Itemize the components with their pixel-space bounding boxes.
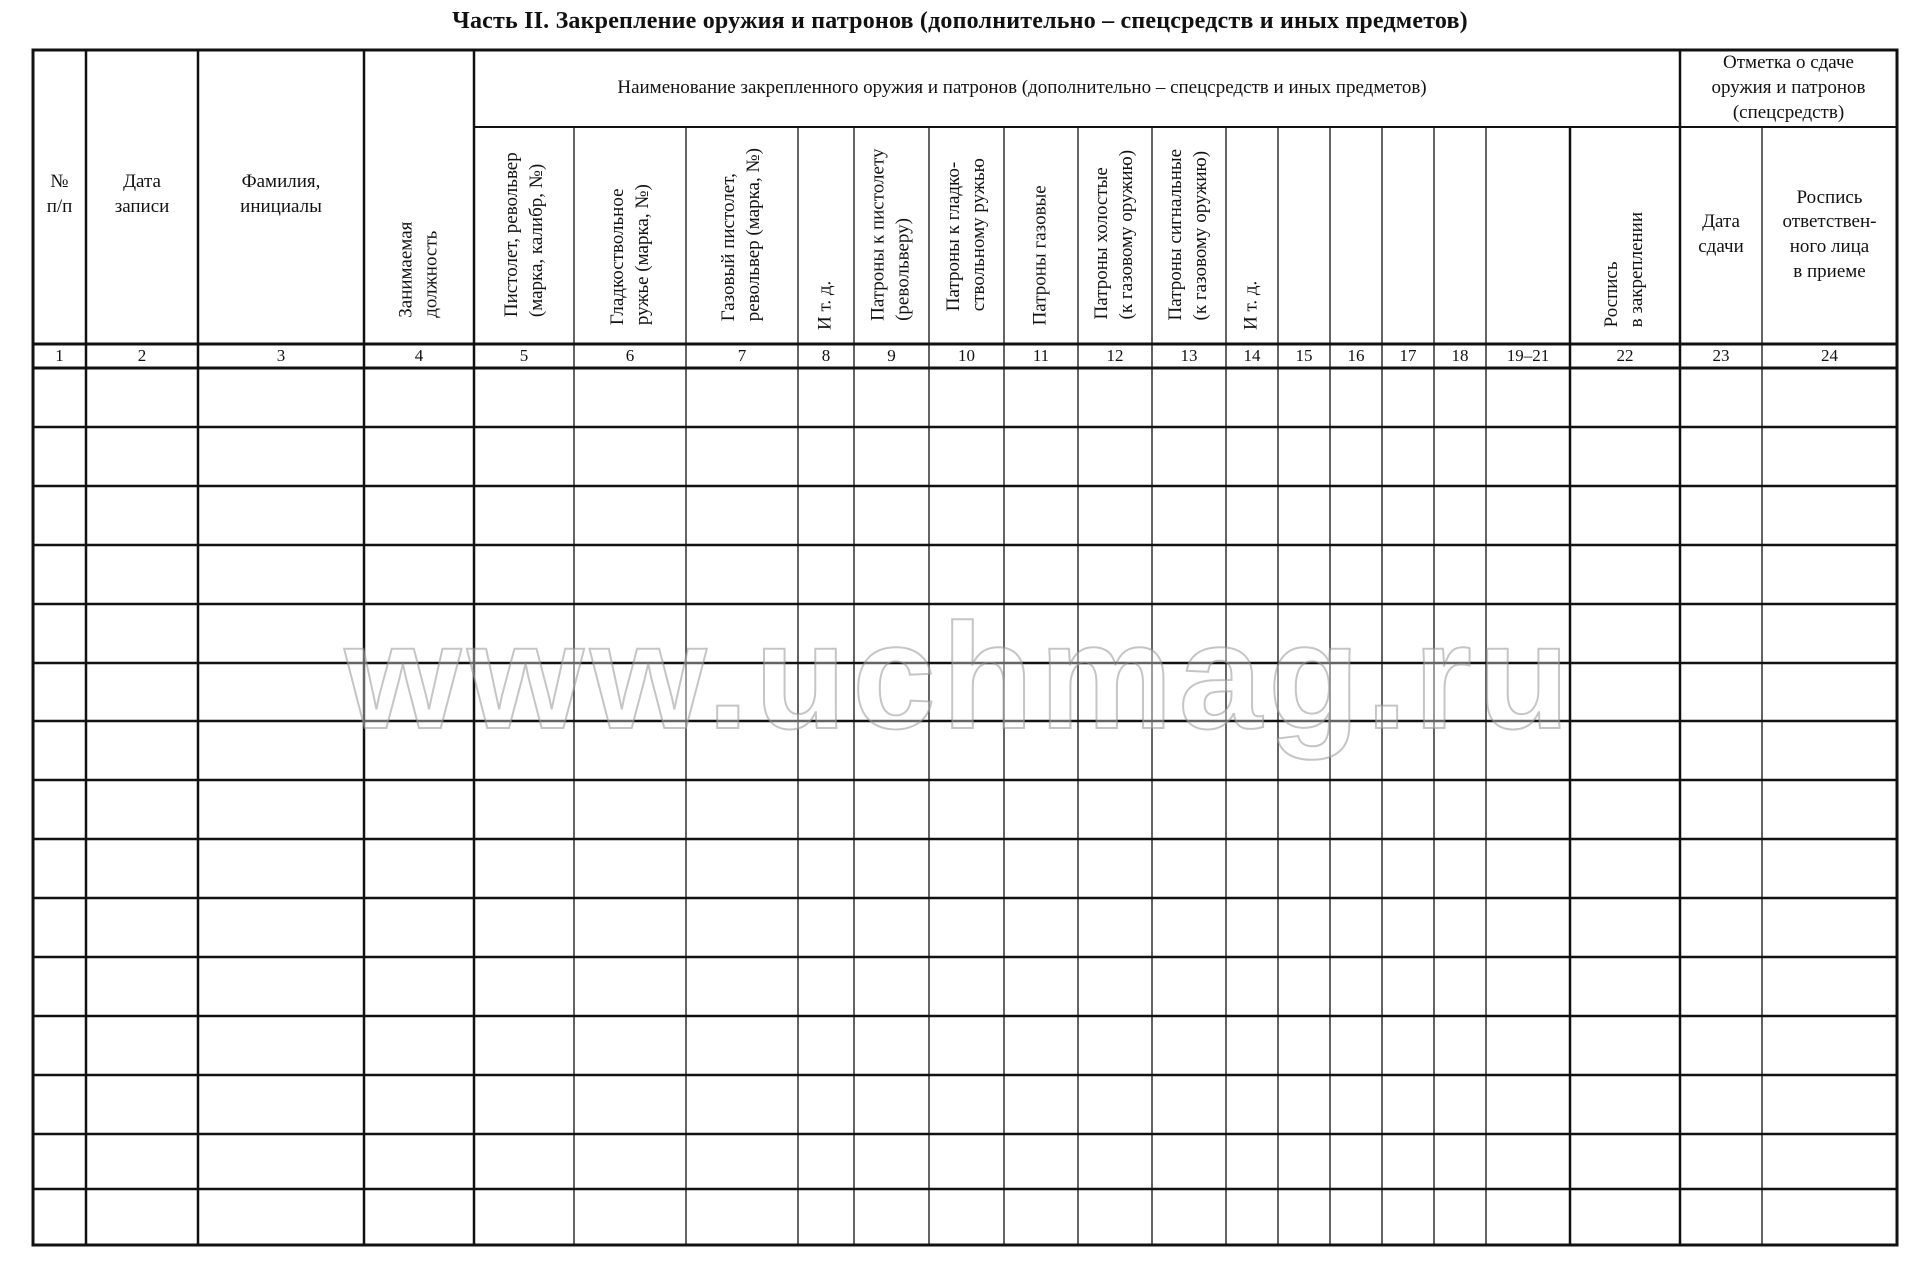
header-gas-cartridges-text: Патроны газовые — [1029, 184, 1051, 326]
header-pistol-cartridges-text: Патроны к пистолету (револьверу) — [867, 148, 914, 322]
column-number: 14 — [1243, 346, 1261, 365]
column-number: 10 — [958, 346, 975, 365]
header-smoothbore-text: Гладкоствольное ружье (марка, №) — [606, 184, 652, 326]
header-smoothbore-cartridges-text: Патроны к гладко- ствольному ружью — [942, 158, 989, 312]
column-number: 8 — [821, 346, 831, 365]
header-pistol — [474, 130, 574, 340]
header-gas-pistol — [686, 130, 798, 340]
header-gas-pistol-text: Газовый пистолет, револьвер (марка, №) — [718, 148, 765, 322]
header-assigned-items-group: Наименование закрепленного оружия и патронов (дополнительно – спецсредств и иных предметов) — [617, 77, 1427, 99]
header-assignment-signature — [1570, 200, 1680, 340]
header-return-mark-group: Отметка о сдаче оружия и патронов (спецсредств) — [1711, 52, 1866, 123]
column-number: 17 — [1399, 346, 1417, 365]
header-position-text: Занимаемая должность — [395, 221, 441, 319]
header-signal-cartridges-text: Патроны сигнальные (к газовому оружию) — [1165, 149, 1211, 321]
header-acceptance-signature: Роспись ответствен- ного лица в приеме — [1782, 186, 1877, 282]
header-etc-2 — [1226, 270, 1278, 340]
header-row-number: № п/п — [46, 170, 73, 217]
column-number: 24 — [1821, 346, 1838, 365]
header-assignment-signature-text: Роспись в закреплении — [1601, 212, 1648, 328]
column-number: 6 — [625, 346, 635, 365]
column-number: 19–21 — [1506, 346, 1550, 365]
header-entry-date: Дата записи — [114, 170, 170, 217]
column-number: 5 — [519, 346, 529, 365]
header-gas-cartridges — [1004, 170, 1078, 340]
page-title: Часть II. Закрепление оружия и патронов (дополнительно – спецсредств и иных предметов) — [452, 8, 1468, 34]
column-number: 4 — [414, 346, 424, 365]
column-number: 18 — [1451, 346, 1469, 365]
header-pistol-text: Пистолет, револьвер (марка, калибр, №) — [500, 152, 547, 318]
header-signal-cartridges — [1152, 130, 1226, 340]
header-smoothbore-cartridges — [929, 130, 1004, 340]
column-number: 13 — [1180, 346, 1198, 365]
header-smoothbore — [574, 170, 686, 340]
header-pistol-cartridges — [854, 130, 929, 340]
column-number: 1 — [55, 346, 64, 365]
column-number: 2 — [137, 346, 147, 365]
column-number: 16 — [1347, 346, 1365, 365]
header-return-date: Дата сдачи — [1698, 211, 1744, 257]
header-full-name: Фамилия, инициалы — [240, 170, 322, 217]
header-etc-1-text: И т. д. — [814, 280, 836, 330]
header-etc-1 — [798, 270, 854, 340]
column-number: 12 — [1106, 346, 1124, 365]
column-number: 22 — [1616, 346, 1634, 365]
column-number: 7 — [737, 346, 747, 365]
header-blank-cartridges-text: Патроны холостые (к газовому оружию) — [1091, 150, 1137, 320]
column-number: 23 — [1712, 346, 1730, 365]
watermark: www.uchmag.ru — [344, 592, 1576, 760]
header-etc-2-text: И т. д. — [1240, 280, 1262, 330]
column-number: 15 — [1295, 346, 1313, 365]
header-blank-cartridges — [1078, 130, 1152, 340]
column-number: 3 — [276, 346, 286, 365]
header-position — [364, 200, 474, 340]
column-number: 11 — [1032, 346, 1050, 365]
column-number: 9 — [887, 346, 896, 365]
